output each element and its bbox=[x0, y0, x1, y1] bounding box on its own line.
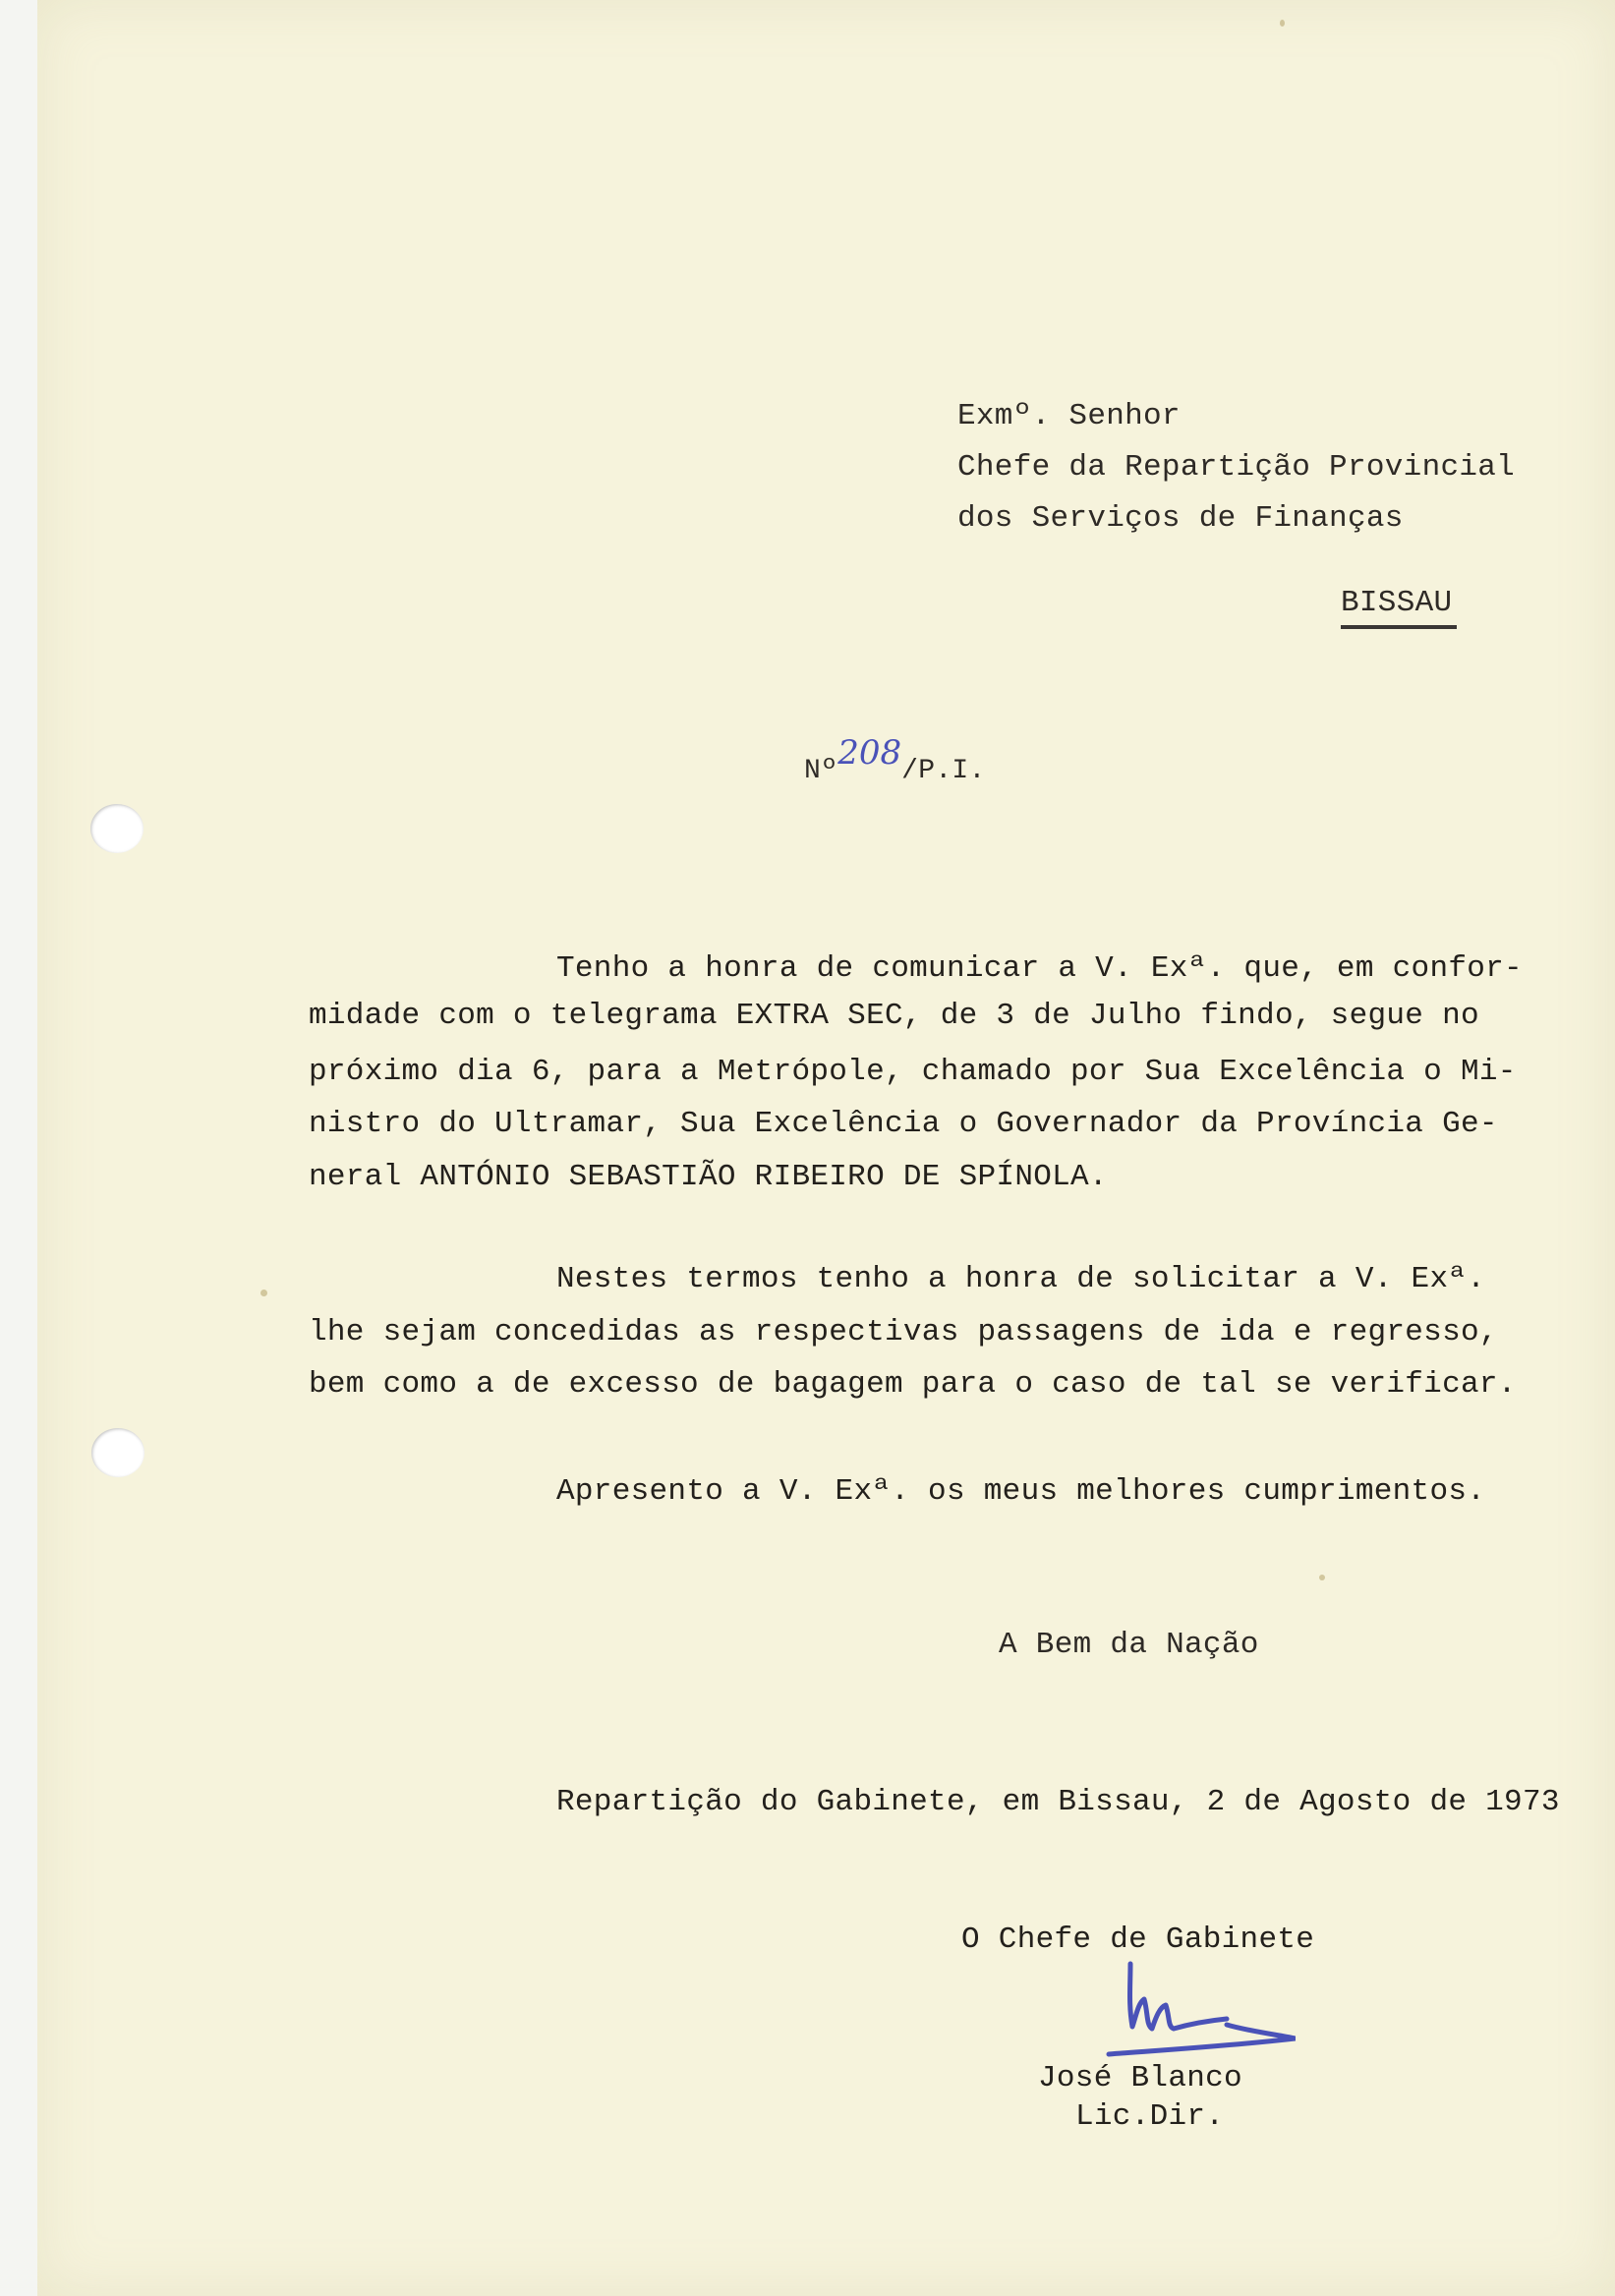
closing-sentence: Apresento a V. Exª. os meus melhores cumprimentos. bbox=[556, 1474, 1486, 1509]
paper-spot bbox=[1280, 20, 1285, 27]
signatory-name: José Blanco bbox=[1038, 2061, 1242, 2095]
address-city: BISSAU bbox=[1341, 586, 1453, 620]
paragraph1-line1: Tenho a honra de comunicar a V. Exª. que, em confor- bbox=[556, 951, 1523, 986]
handwritten-signature bbox=[1079, 1956, 1296, 2074]
paper-spot bbox=[1319, 1575, 1325, 1580]
punch-hole-bottom bbox=[91, 1428, 144, 1477]
place-date: Repartição do Gabinete, em Bissau, 2 de Agosto de 1973 bbox=[556, 1785, 1560, 1819]
punch-hole-top bbox=[90, 804, 144, 853]
signatory-title: O Chefe de Gabinete bbox=[961, 1923, 1315, 1957]
paragraph2-line2: lhe sejam concedidas as respectivas passagens de ida e regresso, bbox=[309, 1315, 1498, 1349]
scan-margin bbox=[0, 0, 37, 2296]
paragraph1-line5: neral ANTÓNIO SEBASTIÃO RIBEIRO DE SPÍNOLA. bbox=[309, 1160, 1108, 1194]
letter-page bbox=[37, 0, 1615, 2296]
paper-spot bbox=[260, 1290, 267, 1296]
reference-suffix: /P.I. bbox=[901, 756, 986, 786]
address-salutation: Exmº. Senhor bbox=[957, 399, 1181, 433]
paragraph2-line1: Nestes termos tenho a honra de solicitar a V. Exª. bbox=[556, 1262, 1486, 1296]
motto: A Bem da Nação bbox=[999, 1628, 1259, 1662]
paragraph1-line4: nistro do Ultramar, Sua Excelência o Governador da Província Ge- bbox=[309, 1107, 1498, 1141]
city-underline bbox=[1341, 625, 1457, 629]
signatory-degree: Lic.Dir. bbox=[1075, 2099, 1225, 2134]
paragraph1-line3: próximo dia 6, para a Metrópole, chamado por Sua Excelência o Mi- bbox=[309, 1055, 1517, 1089]
reference-prefix: Nº bbox=[804, 756, 838, 786]
paragraph2-line3: bem como a de excesso de bagagem para o caso de tal se verificar. bbox=[309, 1367, 1517, 1402]
reference-handwritten-number: 208 bbox=[837, 733, 902, 773]
reference-number bbox=[804, 733, 986, 786]
address-line-1: Chefe da Repartição Provincial bbox=[957, 450, 1516, 485]
address-line-2: dos Serviços de Finanças bbox=[957, 501, 1404, 536]
paragraph1-line2: midade com o telegrama EXTRA SEC, de 3 de Julho findo, segue no bbox=[309, 999, 1479, 1033]
